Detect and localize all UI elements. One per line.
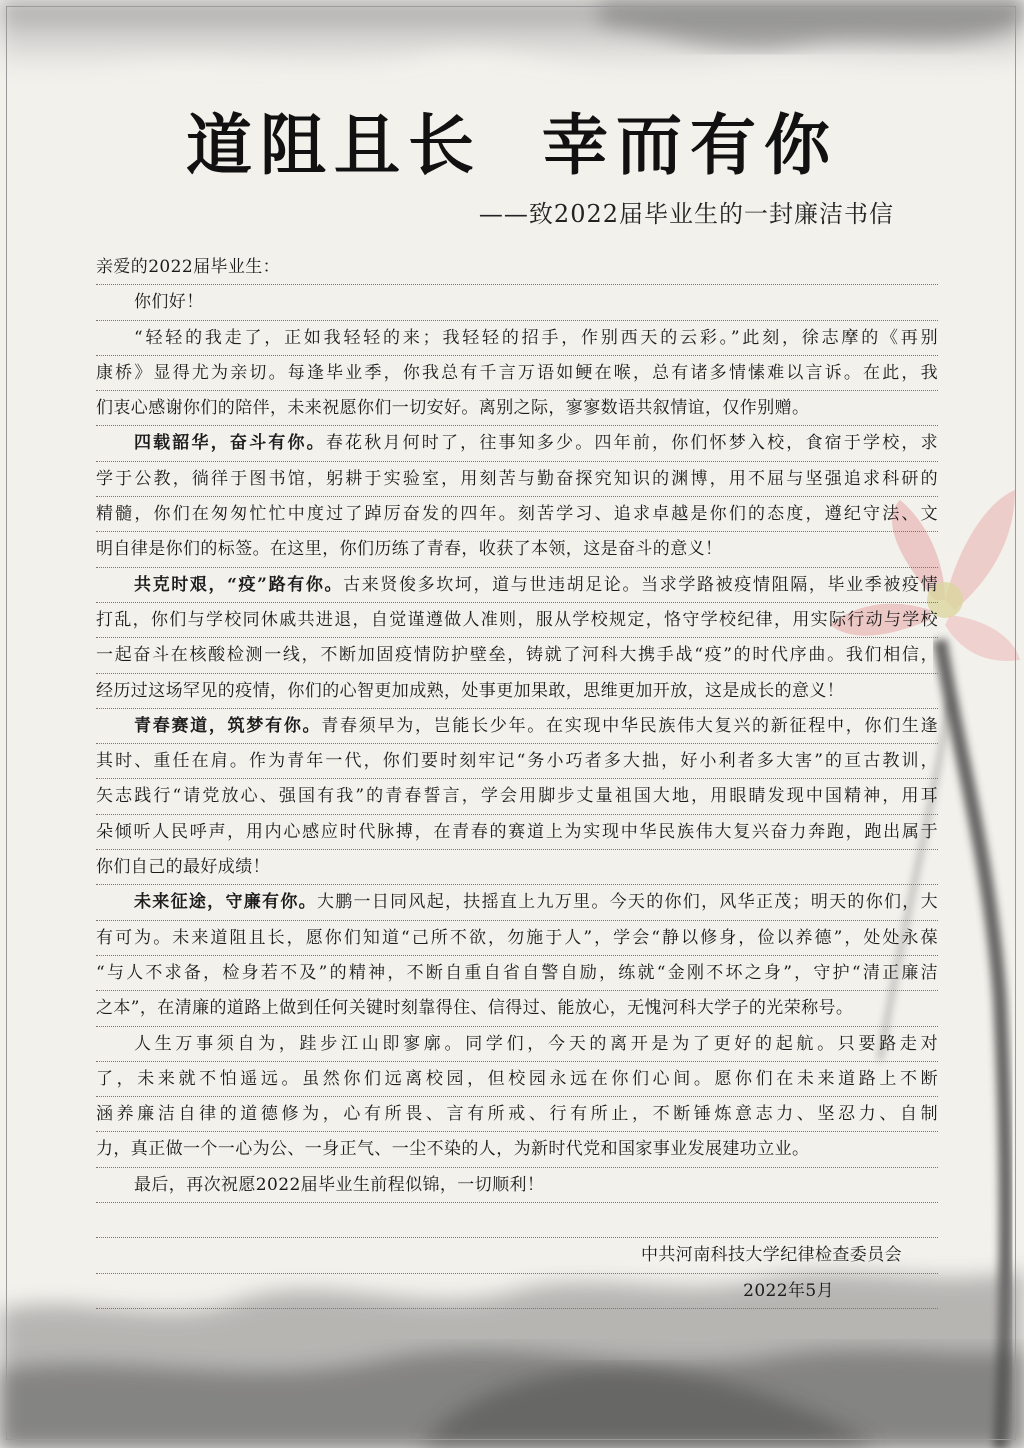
paragraph-5-line: “与人不求备，检身若不及”的精神，不断自重自省自警自励，练就“金刚不坏之身”，守护“清正廉洁 bbox=[96, 956, 938, 991]
paragraph-4-line: 朵倾听人民呼声，用内心感应时代脉搏，在青春的赛道上为实现中华民族伟大复兴奋力奔跑，跑出属于 bbox=[96, 815, 938, 850]
paragraph-4-heading: 青春赛道，筑梦有你。 bbox=[134, 715, 322, 736]
paragraph-5-heading: 未来征途，守廉有你。 bbox=[134, 892, 317, 913]
paragraph-5-line: 有可为。未来道阻且长，愿你们知道“己所不欲，勿施于人”，学会“静以修身，俭以养德”，处处永葆 bbox=[96, 921, 938, 956]
paragraph-4-line: 矢志践行“请党放心、强国有我”的青春誓言，学会用脚步丈量祖国大地，用眼睛发现中国精神，用耳 bbox=[96, 779, 938, 814]
page-title bbox=[0, 92, 1024, 187]
salutation: 亲爱的2022届毕业生： bbox=[96, 250, 938, 285]
paragraph-5-line: 未来征途，守廉有你。大鹏一日同风起，扶摇直上九万里。今天的你们，风华正茂；明天的你们，大 bbox=[96, 885, 938, 920]
paragraph-2-line: 明自律是你们的标签。在这里，你们历练了青春，收获了本领，这是奋斗的意义！ bbox=[96, 532, 938, 567]
signature: 中共河南科技大学纪律检查委员会 bbox=[96, 1238, 938, 1273]
paragraph-5-line: 之本”，在清廉的道路上做到任何关键时刻靠得住、信得过、能放心，无愧河科大学子的光荣称号。 bbox=[96, 991, 938, 1026]
closing-line: 最后，再次祝愿2022届毕业生前程似锦，一切顺利！ bbox=[96, 1168, 938, 1203]
paragraph-3-line: 一起奋斗在核酸检测一线，不断加固疫情防护壁垒，铸就了河科大携手战“疫”的时代序曲。我们相信， bbox=[96, 638, 938, 673]
greeting: 你们好！ bbox=[96, 285, 938, 320]
title-part-1: 道阻且长 bbox=[186, 106, 482, 184]
paragraph-2-line: 学于公教，徜徉于图书馆，躬耕于实验室，用刻苦与勤奋探究知识的渊博，用不屈与坚强追求科研的 bbox=[96, 462, 938, 497]
paragraph-2-line: 精髓，你们在匆匆忙忙中度过了踔厉奋发的四年。刻苦学习、追求卓越是你们的态度，遵纪守法、文 bbox=[96, 497, 938, 532]
paragraph-1-line: 们衷心感谢你们的陪伴，未来祝愿你们一切安好。离别之际，寥寥数语共叙情谊，仅作别赠。 bbox=[96, 391, 938, 426]
paragraph-3-line: 经历过这场罕见的疫情，你们的心智更加成熟，处事更加果敢，思维更加开放，这是成长的意义！ bbox=[96, 674, 938, 709]
letter-body bbox=[96, 250, 938, 1309]
paragraph-2-heading: 四载韶华，奋斗有你。 bbox=[134, 433, 326, 454]
blank-line bbox=[96, 1203, 938, 1238]
paragraph-4-line: 其时、重任在肩。作为青年一代，你们要时刻牢记“务小巧者多大拙，好小利者多大害”的亘古教训， bbox=[96, 744, 938, 779]
paragraph-6-line: 涵养廉洁自律的道德修为，心有所畏、言有所戒、行有所止，不断锤炼意志力、坚忍力、自制 bbox=[96, 1097, 938, 1132]
page-subtitle: ——致2022届毕业生的一封廉洁书信 bbox=[478, 200, 894, 228]
paragraph-1-line: 康桥》显得尤为亲切。每逢毕业季，你我总有千言万语如鲠在喉，总有诸多情愫难以言诉。在此，我 bbox=[96, 356, 938, 391]
paragraph-3-heading: 共克时艰，“疫”路有你。 bbox=[134, 574, 344, 595]
paragraph-6-line: 力，真正做一个一心为公、一身正气、一尘不染的人，为新时代党和国家事业发展建功立业。 bbox=[96, 1132, 938, 1167]
paragraph-2-line: 四载韶华，奋斗有你。春花秋月何时了，往事知多少。四年前，你们怀梦入校，食宿于学校，求 bbox=[96, 426, 938, 461]
paragraph-6-line: 人生万事须自为，跬步江山即寥廓。同学们，今天的离开是为了更好的起航。只要路走对 bbox=[96, 1027, 938, 1062]
paragraph-3-line: 共克时艰，“疫”路有你。古来贤俊多坎坷，道与世违胡足论。当求学路被疫情阻隔，毕业季被疫情 bbox=[96, 568, 938, 603]
letter-date: 2022年5月 bbox=[96, 1274, 938, 1309]
paragraph-4-line: 青春赛道，筑梦有你。青春须早为，岂能长少年。在实现中华民族伟大复兴的新征程中，你们生逢 bbox=[96, 709, 938, 744]
paragraph-4-line: 你们自己的最好成绩！ bbox=[96, 850, 938, 885]
title-part-2: 幸而有你 bbox=[542, 106, 838, 184]
paragraph-1-line: “轻轻的我走了，正如我轻轻的来；我轻轻的招手，作别西天的云彩。”此刻，徐志摩的《再别 bbox=[96, 321, 938, 356]
paragraph-6-line: 了，未来就不怕遥远。虽然你们远离校园，但校园永远在你们心间。愿你们在未来道路上不断 bbox=[96, 1062, 938, 1097]
paragraph-3-line: 打乱，你们与学校同休戚共进退，自觉谨遵做人准则，服从学校规定，恪守学校纪律，用实际行动与学校 bbox=[96, 603, 938, 638]
